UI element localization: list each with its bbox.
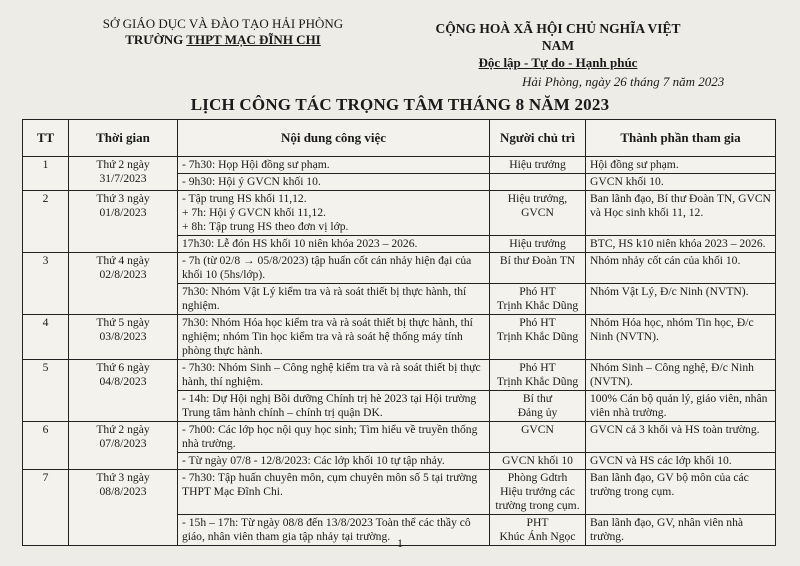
cell-participants: Nhóm Sinh – Công nghệ, Đ/c Ninh (NVTN). <box>586 360 776 391</box>
republic-name: CỘNG HOÀ XÃ HỘI CHỦ NGHĨA VIỆT NAM <box>435 21 681 53</box>
school-name: THPT MẠC ĐĨNH CHI <box>186 32 321 47</box>
cell-time: Thứ 3 ngày 01/8/2023 <box>69 191 178 253</box>
cell-tt: 6 <box>23 422 69 470</box>
cell-participants: BTC, HS k10 niên khóa 2023 – 2026. <box>586 236 776 253</box>
cell-host: PHT Khúc Ánh Ngọc <box>490 515 586 546</box>
cell-host: Phòng Gdtrh Hiệu trưởng các trường trong cụm. <box>490 470 586 515</box>
cell-participants: GVCN cả 3 khối và HS toàn trường. <box>586 422 776 453</box>
cell-content: 7h30: Nhóm Hóa học kiểm tra và rà soát thiết bị thực hành, thí nghiệm; nhóm Tin học kiểm tra và rà soát hệ thống máy tính phòng thực hành. <box>178 315 490 360</box>
table-row <box>23 422 776 453</box>
department-name: SỞ GIÁO DỤC VÀ ĐÀO TẠO HẢI PHÒNG <box>102 16 344 31</box>
header-content: Nội dung công việc <box>178 120 490 157</box>
table-row <box>23 315 776 360</box>
schedule-body <box>23 157 776 546</box>
school-name-line <box>88 32 358 48</box>
cell-time: Thứ 2 ngày 07/8/2023 <box>69 422 178 470</box>
cell-host <box>490 174 586 191</box>
cell-host: GVCN khối 10 <box>490 453 586 470</box>
header-tt: TT <box>23 120 69 157</box>
cell-content: 17h30: Lễ đón HS khối 10 niên khóa 2023 – 2026. <box>178 236 490 253</box>
cell-content: - 7h (từ 02/8 → 05/8/2023) tập huấn cốt cán nhảy hiện đại của khối 10 (5hs/lớp). <box>178 253 490 284</box>
date-line: Hải Phòng, ngày 26 tháng 7 năm 2023 <box>522 74 725 89</box>
cell-content: - Từ ngày 07/8 - 12/8/2023: Các lớp khối 10 tự tập nhảy. <box>178 453 490 470</box>
cell-tt: 5 <box>23 360 69 422</box>
cell-participants: Hội đồng sư phạm. <box>586 157 776 174</box>
cell-participants: Nhóm nhảy cốt cán của khối 10. <box>586 253 776 284</box>
cell-participants: 100% Cán bộ quản lý, giáo viên, nhân viên nhà trường. <box>586 391 776 422</box>
cell-time: Thứ 4 ngày 02/8/2023 <box>69 253 178 315</box>
table-row <box>23 253 776 284</box>
cell-tt: 3 <box>23 253 69 315</box>
cell-host: GVCN <box>490 422 586 453</box>
cell-tt: 7 <box>23 470 69 546</box>
cell-content: - 15h – 17h: Từ ngày 08/8 đến 13/8/2023 Toàn thể các thầy cô giáo, nhân viên tham gia tập nhảy tại trường. <box>178 515 490 546</box>
cell-time: Thứ 6 ngày 04/8/2023 <box>69 360 178 422</box>
header-time: Thời gian <box>69 120 178 157</box>
cell-participants: Ban lãnh đạo, GV, nhân viên nhà trường. <box>586 515 776 546</box>
cell-participants: Nhóm Vật Lý, Đ/c Ninh (NVTN). <box>586 284 776 315</box>
cell-content: - 14h: Dự Hội nghị Bồi dưỡng Chính trị hè 2023 tại Hội trường Trung tâm hành chính – chính trị quận DK. <box>178 391 490 422</box>
issuer-block <box>88 16 358 48</box>
cell-tt: 2 <box>23 191 69 253</box>
header-participants: Thành phần tham gia <box>586 120 776 157</box>
table-row <box>23 157 776 174</box>
cell-host: Phó HT Trịnh Khắc Dũng <box>490 360 586 391</box>
cell-content: 7h30: Nhóm Vật Lý kiểm tra và rà soát thiết bị thực hành, thí nghiệm. <box>178 284 490 315</box>
cell-host: Bí thư Đoàn TN <box>490 253 586 284</box>
cell-time: Thứ 2 ngày 31/7/2023 <box>69 157 178 191</box>
document-title: LỊCH CÔNG TÁC TRỌNG TÂM THÁNG 8 NĂM 2023 <box>190 95 610 114</box>
table-row <box>23 470 776 515</box>
school-prefix: TRƯỜNG <box>125 32 187 47</box>
page-number: 1 <box>397 536 403 550</box>
cell-time: Thứ 3 ngày 08/8/2023 <box>69 470 178 546</box>
cell-content: - 7h30: Họp Hội đồng sư phạm. <box>178 157 490 174</box>
table-row <box>23 191 776 236</box>
cell-host: Hiệu trưởng, GVCN <box>490 191 586 236</box>
cell-participants: Nhóm Hóa học, nhóm Tin học, Đ/c Ninh (NVTN). <box>586 315 776 360</box>
cell-tt: 1 <box>23 157 69 191</box>
cell-host: Hiệu trưởng <box>490 157 586 174</box>
cell-host: Bí thư Đảng ủy <box>490 391 586 422</box>
cell-participants: GVCN và HS các lớp khối 10. <box>586 453 776 470</box>
table-row <box>23 360 776 391</box>
cell-content: - Tập trung HS khối 11,12. + 7h: Hội ý GVCN khối 11,12. + 8h: Tập trung HS theo đơn vị lớp. <box>178 191 490 236</box>
cell-participants: GVCN khối 10. <box>586 174 776 191</box>
national-header <box>418 20 698 71</box>
cell-participants: Ban lãnh đạo, Bí thư Đoàn TN, GVCN và Học sinh khối 11, 12. <box>586 191 776 236</box>
schedule-table <box>22 119 776 546</box>
cell-content: - 9h30: Hội ý GVCN khối 10. <box>178 174 490 191</box>
table-header-row <box>23 120 776 157</box>
header-host: Người chủ trì <box>490 120 586 157</box>
cell-tt: 4 <box>23 315 69 360</box>
cell-host: Phó HT Trịnh Khắc Dũng <box>490 284 586 315</box>
cell-host: Phó HT Trịnh Khắc Dũng <box>490 315 586 360</box>
cell-host: Hiệu trưởng <box>490 236 586 253</box>
cell-content: - 7h30: Nhóm Sinh – Công nghệ kiểm tra và rà soát thiết bị thực hành, thí nghiệm. <box>178 360 490 391</box>
cell-content: - 7h30: Tập huấn chuyên môn, cụm chuyên môn số 5 tại trường THPT Mạc Đĩnh Chi. <box>178 470 490 515</box>
cell-time: Thứ 5 ngày 03/8/2023 <box>69 315 178 360</box>
cell-participants: Ban lãnh đạo, GV bộ môn của các trường trong cụm. <box>586 470 776 515</box>
cell-content: - 7h00: Các lớp học nội quy học sinh; Tìm hiểu về truyền thống nhà trường. <box>178 422 490 453</box>
national-motto: Độc lập - Tự do - Hạnh phúc <box>478 55 638 70</box>
